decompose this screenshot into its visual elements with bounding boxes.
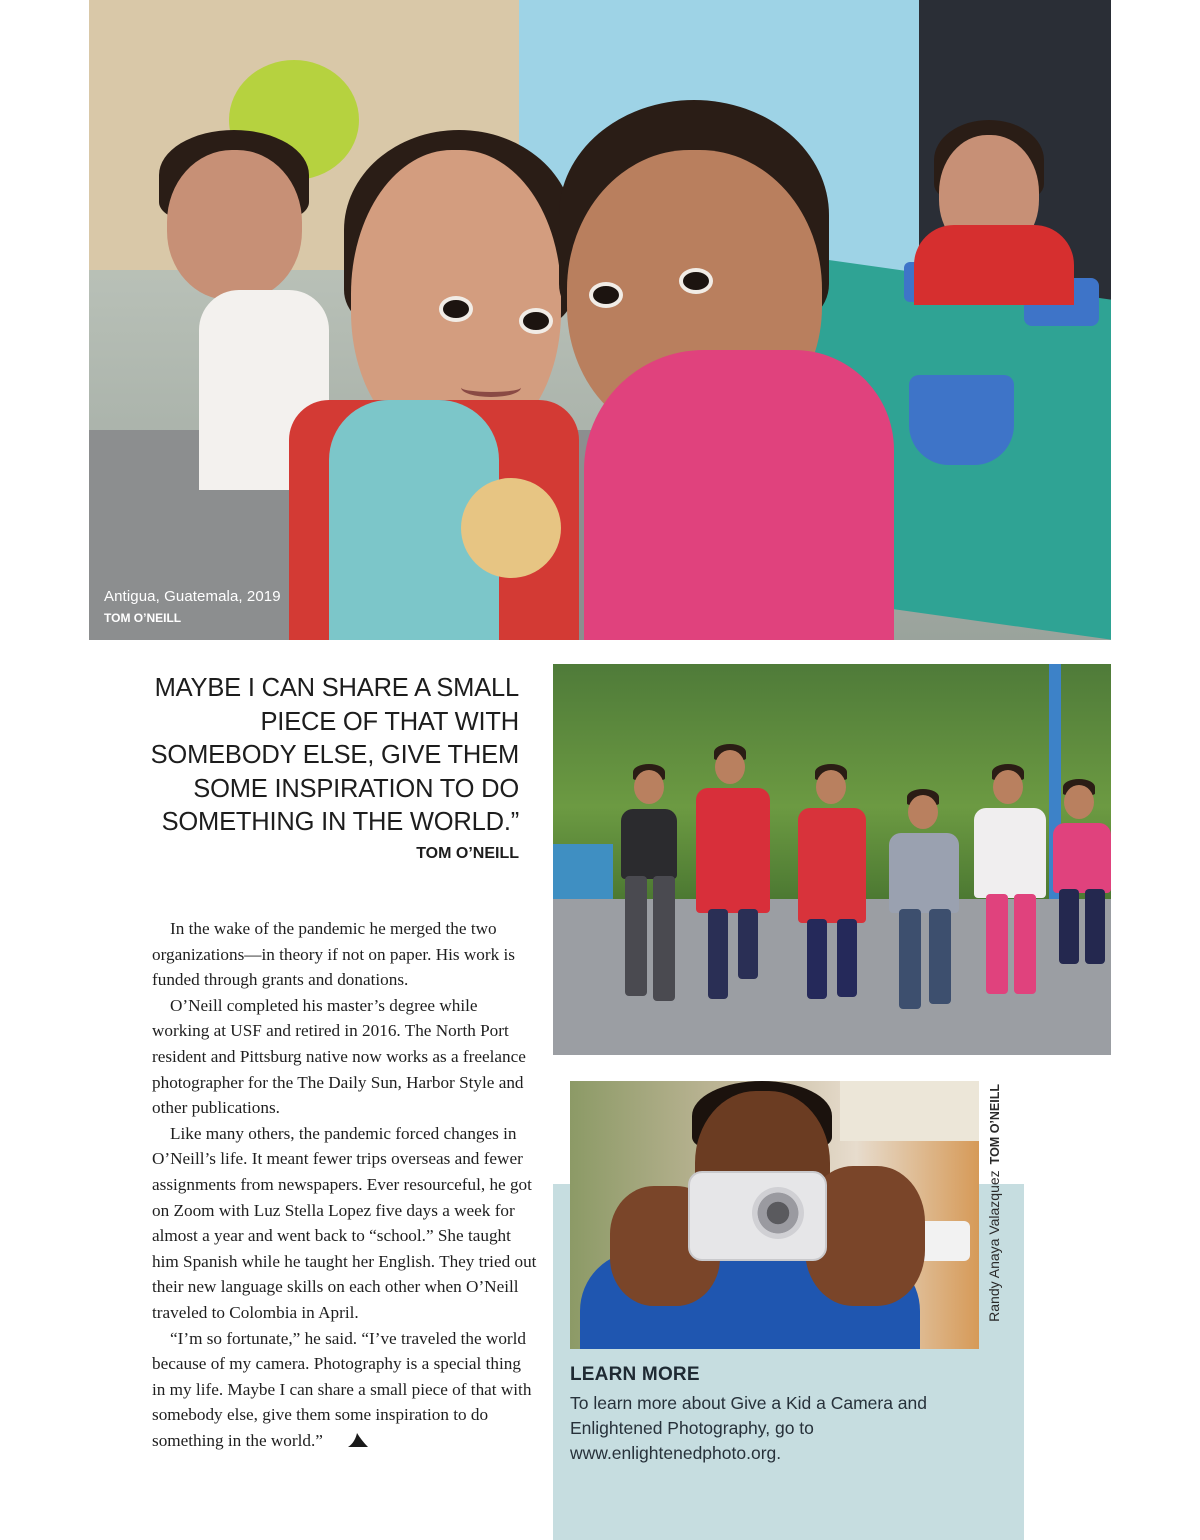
article-paragraph: In the wake of the pandemic he merged the two organizations—in theory if not on paper. His work is funded through grants and donations.	[152, 919, 515, 990]
learn-more-heading: LEARN MORE	[570, 1364, 700, 1385]
article-paragraph-last	[152, 1326, 537, 1456]
article-paragraph: Like many others, the pandemic forced changes in O’Neill’s life. It meant fewer trips overseas and fewer assignments from newspapers. Ever resourceful, he got on Zoom with Luz Stella Lopez five days a week for almost a year and went back to “school.” She taught him Spanish while he taught her English. They tried out their new language skills on each other when O’Neill traveled to Colombia in April.	[152, 1123, 537, 1322]
camera-photo-subject: Randy Anaya Valazquez	[986, 1170, 1002, 1322]
top-photo-children-eating	[89, 0, 1111, 640]
top-photo-credit: TOM O’NEILL	[104, 611, 182, 625]
camera-photo-credit	[983, 1084, 1005, 1346]
shark-fin-icon	[329, 1430, 369, 1456]
learn-more-text: To learn more about Give a Kid a Camera and Enlightened Photography, go to www.enlightenedphoto.org.	[570, 1393, 927, 1463]
running-children-photo	[553, 664, 1111, 1055]
pull-quote: MAYBE I CAN SHARE A SMALL PIECE OF THAT WITH SOMEBODY ELSE, GIVE THEM SOME INSPIRATION TO DO SOMETHING IN THE WORLD.”	[150, 674, 519, 836]
article-paragraph-text: “I’m so fortunate,” he said. “I’ve traveled the world because of my camera. Photography is a special thing in my life. Maybe I can share a small piece of that with somebody else, give them some inspiration to do something in the world.”	[152, 1328, 532, 1450]
pull-quote-credit: TOM O’NEILL	[416, 845, 519, 862]
boy-with-camera-photo	[570, 1081, 979, 1349]
camera-photo-photographer: TOM O’NEILL	[988, 1084, 1002, 1165]
article-paragraph: O’Neill completed his master’s degree while working at USF and retired in 2016. The North Port resident and Pittsburg native now works as a freelance photographer for the The Daily Sun, Harbor Style and other publications.	[152, 995, 526, 1118]
top-photo-caption: Antigua, Guatemala, 2019	[104, 588, 281, 605]
article-body	[152, 916, 537, 1455]
